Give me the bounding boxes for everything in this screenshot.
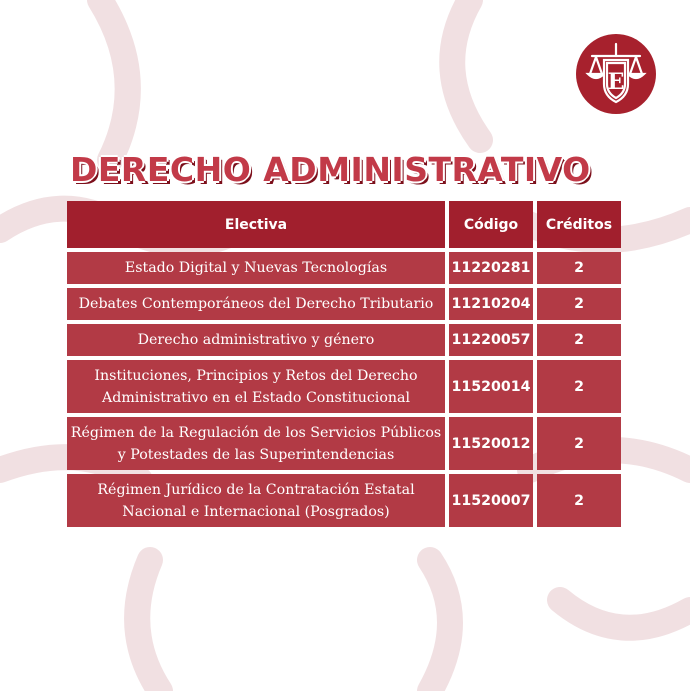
cell-codigo: 11520012 xyxy=(449,417,533,470)
electivas-table xyxy=(63,197,625,531)
cell-electiva: Derecho administrativo y género xyxy=(67,324,445,356)
cell-electiva: Estado Digital y Nuevas Tecnologías xyxy=(67,252,445,284)
table-row xyxy=(67,474,621,527)
cell-codigo: 11210204 xyxy=(449,288,533,320)
cell-codigo: 11220057 xyxy=(449,324,533,356)
cell-creditos: 2 xyxy=(537,288,621,320)
cell-electiva: Debates Contemporáneos del Derecho Tributario xyxy=(67,288,445,320)
cell-electiva: Régimen de la Regulación de los Servicios Públicos y Potestades de las Superintendencias xyxy=(67,417,445,470)
header-codigo: Código xyxy=(449,201,533,248)
logo-letter: E xyxy=(607,69,625,95)
cell-codigo: 11520007 xyxy=(449,474,533,527)
cell-codigo: 11520014 xyxy=(449,360,533,413)
cell-creditos: 2 xyxy=(537,417,621,470)
cell-creditos: 2 xyxy=(537,360,621,413)
header-creditos: Créditos xyxy=(537,201,621,248)
cell-creditos: 2 xyxy=(537,252,621,284)
cell-creditos: 2 xyxy=(537,324,621,356)
table-row xyxy=(67,360,621,413)
cell-electiva: Instituciones, Principios y Retos del Derecho Administrativo en el Estado Constitucional xyxy=(67,360,445,413)
table-row xyxy=(67,417,621,470)
logo-emblem xyxy=(576,34,656,114)
table-row xyxy=(67,324,621,356)
page-title: DERECHO ADMINISTRATIVO xyxy=(70,150,591,189)
table-row xyxy=(67,288,621,320)
table-header-row xyxy=(67,201,621,248)
cell-creditos: 2 xyxy=(537,474,621,527)
table-row xyxy=(67,252,621,284)
cell-electiva: Régimen Jurídico de la Contratación Estatal Nacional e Internacional (Posgrados) xyxy=(67,474,445,527)
cell-codigo: 11220281 xyxy=(449,252,533,284)
header-electiva: Electiva xyxy=(67,201,445,248)
